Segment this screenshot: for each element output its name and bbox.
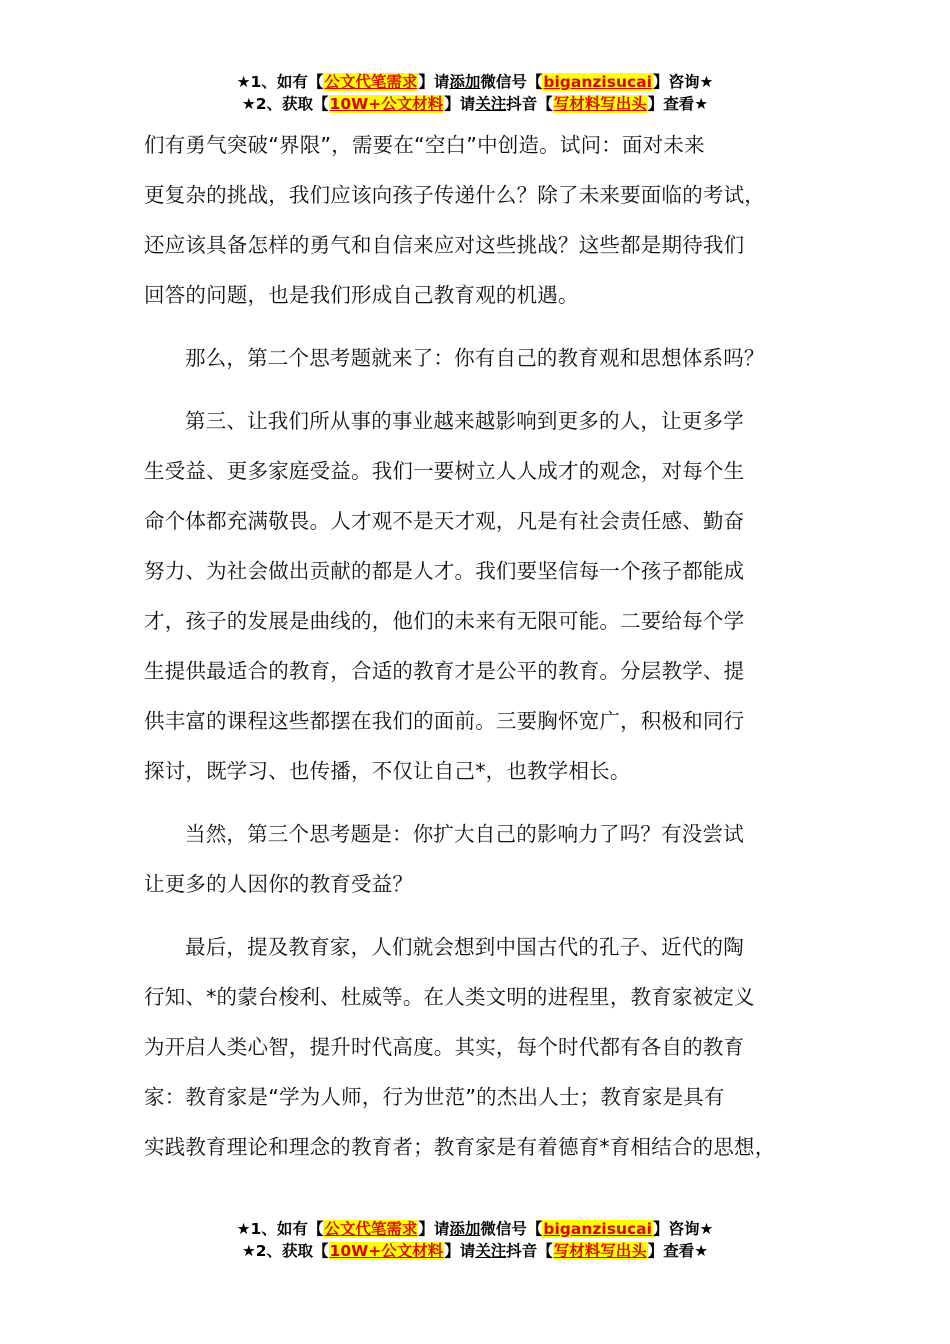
text-line: 生提供最适合的教育，合适的教育才是公平的教育。分层教学、提 — [144, 659, 745, 683]
highlight-wechat-id: biganzisucai — [543, 1220, 652, 1238]
header-line-1: ★1、如有【公文代笔需求】请添加微信号【biganzisucai】咨询★ — [236, 73, 714, 91]
text-line: 还应该具备怎样的勇气和自信来应对这些挑战？这些都是期待我们 — [144, 233, 745, 257]
text-line: 行知、*的蒙台梭利、杜威等。在人类文明的进程里，教育家被定义 — [144, 985, 755, 1009]
paragraph — [144, 809, 834, 909]
text-line: 那么，第二个思考题就来了：你有自己的教育观和思想体系吗？ — [185, 346, 765, 370]
header-banner — [0, 71, 950, 115]
highlight-service: 公文代笔需求 — [324, 1220, 418, 1238]
text-line: 最后，提及教育家，人们就会想到中国古代的孔子、近代的陶 — [185, 935, 744, 959]
text-line: 命个体都充满敬畏。人才观不是天才观，凡是有社会责任感、勤奋 — [144, 509, 745, 533]
paragraph — [144, 922, 834, 1172]
text-line: 回答的问题，也是我们形成自己教育观的机遇。 — [144, 283, 579, 307]
footer-line-2: ★2、获取【10W+公文材料】请关注抖音【写材料写出头】查看★ — [241, 1242, 709, 1260]
highlight-douyin: 写材料写出头 — [553, 95, 647, 113]
text-line: 为开启人类心智，提升时代高度。其实，每个时代都有各自的教育 — [144, 1035, 745, 1059]
highlight-service: 公文代笔需求 — [324, 73, 418, 91]
header-line-2: ★2、获取【10W+公文材料】请关注抖音【写材料写出头】查看★ — [241, 95, 709, 113]
text-line: 当然，第三个思考题是：你扩大自己的影响力了吗？有没尝试 — [185, 822, 744, 846]
text-line: 实践教育理论和理念的教育者；教育家是有着德育*育相结合的思想， — [144, 1135, 776, 1159]
text-line: 探讨，既学习、也传播，不仅让自己*，也教学相长。 — [144, 759, 631, 783]
highlight-materials: 10W+公文材料 — [329, 95, 444, 113]
text-line: 让更多的人因你的教育受益？ — [144, 872, 414, 896]
text-line: 第三、让我们所从事的事业越来越影响到更多的人，让更多学 — [185, 409, 744, 433]
text-line: 努力、为社会做出贡献的都是人才。我们要坚信每一个孩子都能成 — [144, 559, 745, 583]
text-line: 才，孩子的发展是曲线的，他们的未来有无限可能。二要给每个学 — [144, 609, 745, 633]
footer-line-1: ★1、如有【公文代笔需求】请添加微信号【biganzisucai】咨询★ — [236, 1220, 714, 1238]
text-line: 生受益、更多家庭受益。我们一要树立人人成才的观念，对每个生 — [144, 459, 745, 483]
highlight-materials: 10W+公文材料 — [329, 1242, 444, 1260]
paragraph — [144, 333, 834, 383]
document-body — [144, 120, 834, 1172]
highlight-wechat-id: biganzisucai — [543, 73, 652, 91]
text-line: 家：教育家是“学为人师，行为世范”的杰出人士；教育家是具有 — [144, 1085, 725, 1109]
text-line: 们有勇气突破“界限”，需要在“空白”中创造。试问：面对未来 — [144, 133, 705, 157]
highlight-douyin: 写材料写出头 — [553, 1242, 647, 1260]
text-line: 供丰富的课程这些都摆在我们的面前。三要胸怀宽广，积极和同行 — [144, 709, 745, 733]
footer-banner — [0, 1218, 950, 1262]
paragraph — [144, 396, 834, 796]
text-line: 更复杂的挑战，我们应该向孩子传递什么？除了未来要面临的考试， — [144, 183, 765, 207]
paragraph — [144, 120, 834, 320]
